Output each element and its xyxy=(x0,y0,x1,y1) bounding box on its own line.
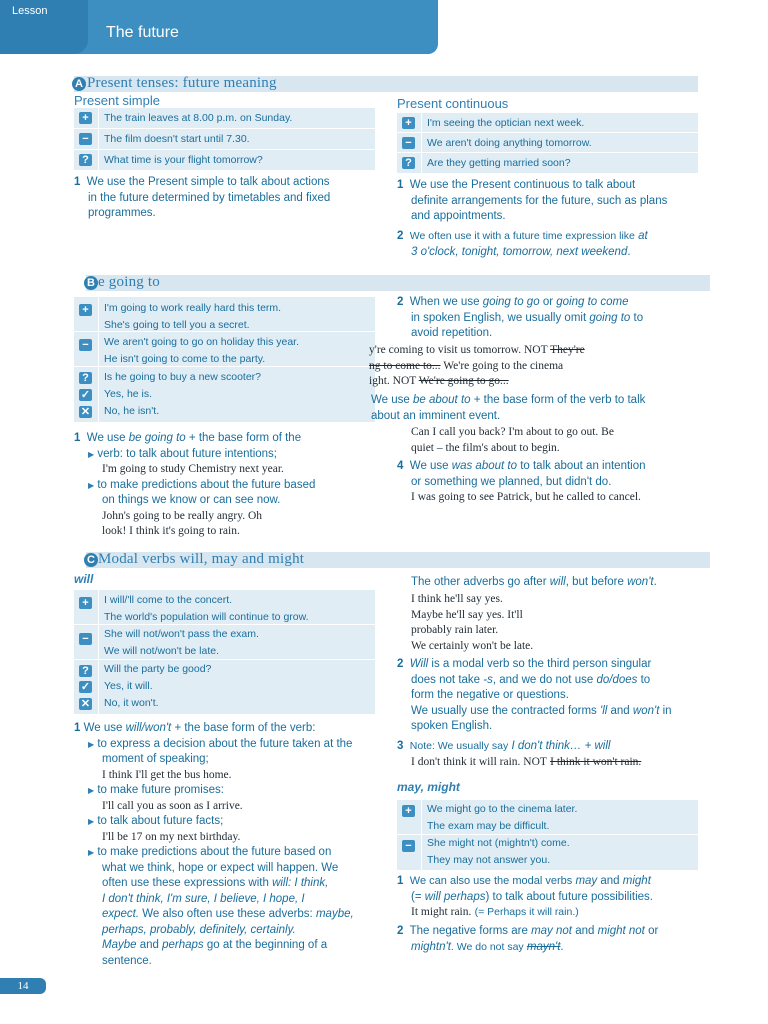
cross-icon: ✕ xyxy=(80,698,91,710)
question-icon: ? xyxy=(79,372,92,384)
plus-icon: + xyxy=(402,805,415,817)
will-note-2: 2 Will is a modal verb so the third person singular does not take -s, and we do not use do/does to form the negative or questions. We usually use the contracted forms 'll and won't in spoken English. xyxy=(397,658,672,732)
minus-icon: − xyxy=(402,137,415,149)
question-icon: ? xyxy=(79,665,92,677)
bullet-icon: ▶ xyxy=(88,848,95,857)
table-row: + We might go to the cinema later. The exam may be difficult. xyxy=(397,800,698,835)
question-icon: ? xyxy=(402,157,415,169)
section-c-title: Modal verbs will, may and might xyxy=(98,551,305,567)
page-number: 14 xyxy=(0,978,46,994)
be-going-to-note-1: 1 We use be going to + the base form of the ▶ verb: to talk about future intentions; I'm going to study Chemistry next year. ▶ to make predictions about the future based on things we know or can see now. John's going to be really angry. Oh look! I think it's going to rain. xyxy=(74,432,316,537)
section-a-letter: A xyxy=(72,77,86,91)
present-simple-note: 1 We use the Present simple to talk about actions in the future determined by timetables and fixed programmes. xyxy=(74,176,331,219)
bullet-icon: ▶ xyxy=(88,739,95,749)
be-about-to-examples: Can I call you back? I'm about to go out. Be quiet – the film's about to begin. xyxy=(411,426,614,454)
may-might-note-2: 2 The negative forms are may not and might not or mightn't. We do not say mayn't. xyxy=(397,925,659,953)
table-row xyxy=(74,108,375,129)
lesson-label: Lesson xyxy=(12,5,48,17)
present-simple-heading: Present simple xyxy=(74,93,160,108)
bullet-icon: ▶ xyxy=(88,786,95,795)
be-going-to-note-2: 2 When we use going to go or going to come in spoken English, we usually omit going to to avoid repetition. xyxy=(397,296,644,339)
present-continuous-heading: Present continuous xyxy=(397,96,509,111)
example-text: We aren't doing anything tomorrow. xyxy=(427,137,592,149)
table-row xyxy=(74,150,375,170)
be-going-to-table xyxy=(74,297,375,422)
table-row: + I will/'ll come to the concert. The world's population will continue to grow. xyxy=(74,590,375,625)
present-continuous-note-1: 1 We use the Present continuous to talk about definite arrangements for the future, such as plans and appointments. xyxy=(397,179,668,222)
be-going-to-examples: y're coming to visit us tomorrow. NOT They're ng to come to... We're going to the cinema ight. NOT We're going to go... xyxy=(369,344,585,387)
section-b-letter: B xyxy=(84,276,98,290)
will-note-3: 3 Note: We usually say I don't think… + will I don't think it will rain. NOT I think it won't rain. xyxy=(397,740,642,768)
present-continuous-table xyxy=(397,113,698,173)
will-table xyxy=(74,590,375,714)
section-b-bar xyxy=(86,275,710,291)
may-might-note-1: 1 We can also use the modal verbs may and might (= will perhaps) to talk about future possibilities. It might rain. (= Perhaps it will rain.) xyxy=(397,875,653,918)
section-b-title: e going to xyxy=(98,274,160,290)
present-simple-table xyxy=(74,108,375,170)
example-text: Are they getting married soon? xyxy=(427,157,571,169)
will-heading: will xyxy=(74,572,94,586)
plus-icon: + xyxy=(402,117,415,129)
section-a-title: Present tenses: future meaning xyxy=(87,75,277,91)
table-row xyxy=(74,129,375,150)
be-about-to-note: We use be about to + the base form of the verb to talk about an imminent event. xyxy=(371,394,646,422)
present-continuous-note-2: 2 We often use it with a future time expression like at 3 o'clock, tonight, tomorrow, next weekend. xyxy=(397,230,648,258)
section-c-letter: C xyxy=(84,553,98,567)
table-row xyxy=(397,133,698,153)
table-row: − She will not/won't pass the exam. We will not/won't be late. xyxy=(74,625,375,660)
minus-icon: − xyxy=(79,133,92,145)
table-row xyxy=(397,153,698,173)
plus-icon: + xyxy=(79,304,92,316)
example-text: What time is your flight tomorrow? xyxy=(104,154,263,166)
table-row: ? ✓ ✕ Will the party be good? Yes, it will. No, it won't. xyxy=(80,663,212,710)
will-note-1: 1 We use will/won't + the base form of the verb: ▶ to express a decision about the future taken at the moment of speaking; I think I'll get the bus home. ▶ to make future promises: I'll call you as soon as I arrive. ▶ to talk about future facts; I'll be 17 on my next birthday. ▶ to make predictions about the future based on what we think, hope or expect will happen. We often use these expressions with will: I think, I don't think, I'm sure, I believe, I hope, I expect. We also often use these adverbs: maybe, perhaps, probably, definitely, certainly. Maybe and perhaps go at the beginning of a sentence. xyxy=(74,722,354,967)
may-might-table xyxy=(397,800,698,870)
example-text: The train leaves at 8.00 p.m. on Sunday. xyxy=(104,112,293,124)
check-icon: ✓ xyxy=(80,681,91,693)
was-about-to-note: 4 We use was about to to talk about an intention or something we planned, but didn't do. I was going to see Patrick, but he called to cancel. xyxy=(397,460,646,503)
plus-icon: + xyxy=(79,112,92,124)
check-icon: ✓ xyxy=(80,389,91,401)
may-might-heading: may, might xyxy=(397,780,460,794)
adverbs-note: The other adverbs go after will, but before won't. xyxy=(411,576,657,588)
plus-icon: + xyxy=(79,597,92,609)
table-row xyxy=(397,113,698,133)
table-row: ? ✓ ✕ Is he going to buy a new scooter? Yes, he is. No, he isn't. xyxy=(80,371,262,418)
minus-icon: − xyxy=(79,339,92,351)
bullet-icon: ▶ xyxy=(88,817,95,826)
table-row: − She might not (mightn't) come. They may not answer you. xyxy=(397,835,698,870)
page-title: The future xyxy=(106,24,179,41)
question-icon: ? xyxy=(79,154,92,166)
adverbs-examples: I think he'll say yes. Maybe he'll say yes. It'll probably rain later. We certainly won't be late. xyxy=(411,593,534,652)
example-text: I'm seeing the optician next week. xyxy=(427,117,585,129)
bullet-icon: ▶ xyxy=(88,480,95,490)
cross-icon: ✕ xyxy=(80,406,91,418)
bullet-icon: ▶ xyxy=(88,449,95,459)
minus-icon: − xyxy=(402,840,415,852)
example-text: The film doesn't start until 7.30. xyxy=(104,133,250,145)
table-row: − We aren't going to go on holiday this year. He isn't going to come to the party. xyxy=(74,332,375,367)
minus-icon: − xyxy=(79,633,92,645)
table-row: + I'm going to work really hard this term. She's going to tell you a secret. xyxy=(74,297,375,332)
